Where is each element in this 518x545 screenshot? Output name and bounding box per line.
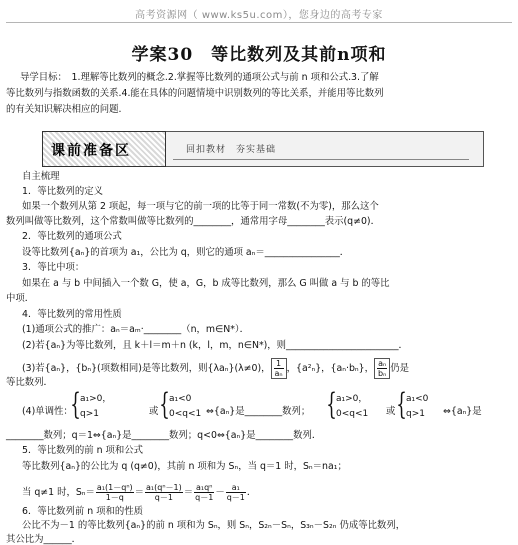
brace-icon: {: [326, 387, 337, 422]
item5-line-1: 等比数列{aₙ}的公比为 q (q≠0)，其前 n 项和为 Sₙ，当 q＝1 时，Sₙ＝na₁；: [22, 461, 347, 472]
sum-formula-1: [96, 483, 134, 502]
item1-title: 1．等比数列的定义: [22, 186, 103, 197]
brace-icon: {: [70, 387, 81, 422]
item5-line2-b: ＝: [134, 487, 145, 498]
sum-formula-3: [194, 483, 214, 502]
sum-formula-2: [145, 483, 183, 502]
item4-property-3: [22, 358, 409, 379]
fraction-an-over-bn: [374, 358, 390, 379]
sum-formula-3-num: a₁qⁿ: [196, 483, 213, 492]
item3-title: 3．等比中项：: [22, 262, 85, 273]
item4-property-2: (2)若{aₙ}为等比数列，且 k＋l＝m＋n (k，l，m，n∈N*)，则________________________．: [22, 340, 408, 351]
dec-cond-1: a₁>0，: [336, 394, 368, 404]
sum-formula-1-num: a₁(1－qⁿ): [96, 483, 133, 492]
fraction-1-over-an: [271, 358, 287, 379]
item1-line-1: 如果一个数列从第 2 项起，每一项与它的前一项的比等于同一常数(不为零)，那么这个: [22, 201, 379, 212]
sum-formula-4-den: q－1: [226, 493, 245, 502]
dec-cond-2: 0<q<1: [336, 409, 369, 419]
item4-p4-label: (4)单调性：: [22, 406, 73, 417]
item4-p4-increasing: ⇔{aₙ}是________数列；: [206, 406, 311, 417]
item4-p4-or-2: 或: [386, 406, 396, 417]
item5-line2-e: ．: [246, 487, 257, 498]
item4-property-1: (1)通项公式的推广：aₙ＝aₘ·________（n，m∈N*）．: [22, 324, 249, 335]
page-title: 学案30 等比数列及其前n项和: [131, 45, 387, 65]
item5-line-2: [22, 483, 256, 502]
item4-p4-line-2: ________数列；q＝1⇔{aₙ}是________数列；q<0⇔{aₙ}是________数列．: [6, 430, 322, 441]
item4-p3-text-a: (3)若{aₙ}，{bₙ}(项数相同)是等比数列，则{λaₙ}(λ≠0)，: [22, 363, 271, 374]
item3-line-2: 中项．: [6, 293, 35, 304]
item5-title: 5．等比数列的前 n 项和公式: [22, 445, 143, 456]
sum-formula-4-num: a₁: [226, 483, 246, 493]
item1-line-2: 数列叫做等比数列，这个常数叫做等比数列的________，通常用字母________表示(q≠0)．: [6, 216, 380, 227]
intro-line-3: 的有关知识解决相应的问题.: [6, 104, 122, 115]
item6-title: 6．等比数列前 n 项和的性质: [22, 506, 143, 517]
section-band: [42, 131, 484, 167]
sum-formula-2-num: a₁(qⁿ－1): [146, 483, 182, 492]
item6-line-2: 其公比为______．: [6, 534, 82, 545]
inc-cond-1: a₁>0，: [80, 394, 112, 404]
item4-p3-text-b: ，{a²ₙ}，{aₙ·bₙ}，: [286, 363, 374, 374]
inc-cond-2: q>1: [80, 409, 99, 419]
frac-an-bn-num: aₙ: [378, 359, 387, 368]
dec-cond-3: a₁<0: [406, 394, 429, 404]
item4-p4-or-1: 或: [149, 406, 159, 417]
item4-property-3-tail: 等比数列．: [6, 377, 53, 388]
sum-formula-4: [226, 483, 246, 502]
section-subtitle: 回扣教材 夯实基础: [186, 145, 277, 155]
item5-line2-a: 当 q≠1 时，Sₙ＝: [22, 487, 95, 498]
intro-line-2: 等比数列与指数函数的关系.4.能在具体的问题情境中识别数列的等比关系，并能用等比数列: [6, 88, 384, 99]
inc-cond-3: a₁<0: [169, 394, 192, 404]
item4-title: 4．等比数列的常用性质: [22, 309, 122, 320]
item4-p3-text-c: 仍是: [390, 363, 410, 374]
item2-line-1: 设等比数列{aₙ}的首项为 a₁，公比为 q，则它的通项 aₙ＝________________．: [22, 247, 350, 258]
header-source-text: 高考资源网（ www.ks5u.com），您身边的高考专家: [135, 10, 383, 21]
dec-cond-4: q>1: [406, 409, 425, 419]
inc-cond-4: 0<q<1: [169, 409, 202, 419]
frac-1-an-num: 1: [274, 359, 284, 369]
sum-formula-1-den: 1－q: [105, 493, 124, 502]
brace-icon: {: [396, 387, 407, 422]
item2-title: 2．等比数列的通项公式: [22, 231, 122, 242]
intro-line-1: 导学目标： 1.理解等比数列的概念.2.掌握等比数列的通项公式与前 n 项和公式.3.了解: [20, 72, 379, 83]
self-review-heading: 自主梳理: [22, 171, 60, 182]
item5-line2-c: ＝: [183, 487, 194, 498]
section-title: 课前准备区: [51, 143, 131, 159]
sum-formula-3-den: q－1: [195, 493, 214, 502]
brace-icon: {: [159, 387, 170, 422]
item4-p4-decreasing: ⇔{aₙ}是: [443, 406, 482, 417]
sum-formula-2-den: q－1: [154, 493, 173, 502]
frac-1-an-den: aₙ: [274, 369, 283, 378]
section-underline: [173, 159, 469, 160]
item3-line-1: 如果在 a 与 b 中间插入一个数 G，使 a，G，b 成等比数列，那么 G 叫做 a 与 b 的等比: [22, 278, 390, 289]
item5-line2-d: －: [215, 487, 225, 498]
header-divider: [6, 22, 512, 23]
frac-an-bn-den: bₙ: [377, 369, 387, 378]
item6-line-1: 公比不为－1 的等比数列{aₙ}的前 n 项和为 Sₙ，则 Sₙ，S₂ₙ－Sₙ，S₃ₙ－S₂ₙ 仍成等比数列，: [22, 520, 406, 531]
